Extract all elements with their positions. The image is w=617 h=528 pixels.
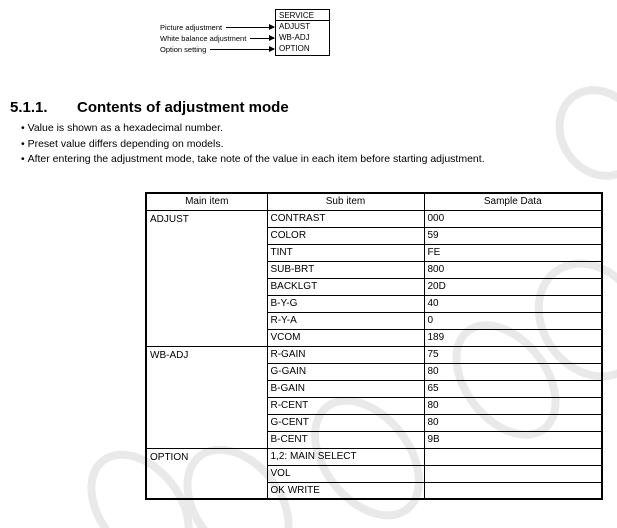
menu-item-adjust: ADJUST (279, 22, 311, 31)
col-header-sample-data: Sample Data (424, 193, 602, 210)
adjustment-table (145, 192, 603, 500)
cell-sub-item: TINT (267, 244, 424, 261)
cell-sample-data: 75 (424, 346, 602, 363)
cell-sample-data: 80 (424, 363, 602, 380)
cell-sample-data (424, 482, 602, 499)
cell-main-item: OPTION (146, 448, 267, 499)
service-menu-box (275, 9, 330, 56)
cell-sub-item: COLOR (267, 227, 424, 244)
cell-sample-data: 65 (424, 380, 602, 397)
section-number: 5.1.1. (10, 99, 48, 116)
cell-sub-item: B-CENT (267, 431, 424, 448)
note-item: • Value is shown as a hexadecimal number. (21, 121, 485, 137)
cell-sub-item: OK WRITE (267, 482, 424, 499)
cell-sample-data: 189 (424, 329, 602, 346)
table-header-row (146, 193, 602, 210)
diagram-label: Option setting (160, 44, 207, 54)
menu-item-wb-adj: WB-ADJ (279, 33, 310, 42)
cell-sub-item: VOL (267, 465, 424, 482)
cell-sub-item: VCOM (267, 329, 424, 346)
arrow-right-icon (226, 27, 274, 28)
cell-sub-item: B-Y-G (267, 295, 424, 312)
cell-sub-item: R-GAIN (267, 346, 424, 363)
cell-sub-item: R-Y-A (267, 312, 424, 329)
section-title: Contents of adjustment mode (77, 99, 289, 116)
cell-sample-data: 80 (424, 397, 602, 414)
arrow-right-icon (250, 38, 274, 39)
col-header-main-item: Main item (146, 193, 267, 210)
cell-sample-data: 80 (424, 414, 602, 431)
cell-sub-item: B-GAIN (267, 380, 424, 397)
cell-main-item: WB-ADJ (146, 346, 267, 448)
diagram-label: Picture adjustment (160, 22, 223, 32)
cell-sub-item: 1,2: MAIN SELECT (267, 448, 424, 465)
cell-sample-data: 59 (424, 227, 602, 244)
notes-list (21, 121, 485, 168)
cell-sub-item: CONTRAST (267, 210, 424, 227)
cell-sub-item: G-GAIN (267, 363, 424, 380)
note-item: • Preset value differs depending on models. (21, 137, 485, 153)
cell-sample-data: 000 (424, 210, 602, 227)
table-row (146, 448, 602, 465)
table-row (146, 346, 602, 363)
col-header-sub-item: Sub item (267, 193, 424, 210)
cell-sample-data: 40 (424, 295, 602, 312)
menu-item-service: SERVICE (276, 10, 329, 21)
diagram-label: White balance adjustment (160, 33, 247, 43)
table-row (146, 210, 602, 227)
diagram-row-option-setting (160, 43, 274, 55)
cell-sample-data: 800 (424, 261, 602, 278)
cell-sample-data (424, 465, 602, 482)
cell-sub-item: SUB-BRT (267, 261, 424, 278)
cell-sample-data: 0 (424, 312, 602, 329)
cell-sample-data: 20D (424, 278, 602, 295)
cell-sample-data: 9B (424, 431, 602, 448)
menu-item-option: OPTION (279, 44, 310, 53)
cell-sample-data (424, 448, 602, 465)
cell-main-item: ADJUST (146, 210, 267, 346)
cell-sample-data: FE (424, 244, 602, 261)
cell-sub-item: G-CENT (267, 414, 424, 431)
note-item: • After entering the adjustment mode, take note of the value in each item before starting adjustment. (21, 152, 485, 168)
section-heading (10, 99, 289, 116)
arrow-right-icon (210, 49, 274, 50)
cell-sub-item: R-CENT (267, 397, 424, 414)
cell-sub-item: BACKLGT (267, 278, 424, 295)
